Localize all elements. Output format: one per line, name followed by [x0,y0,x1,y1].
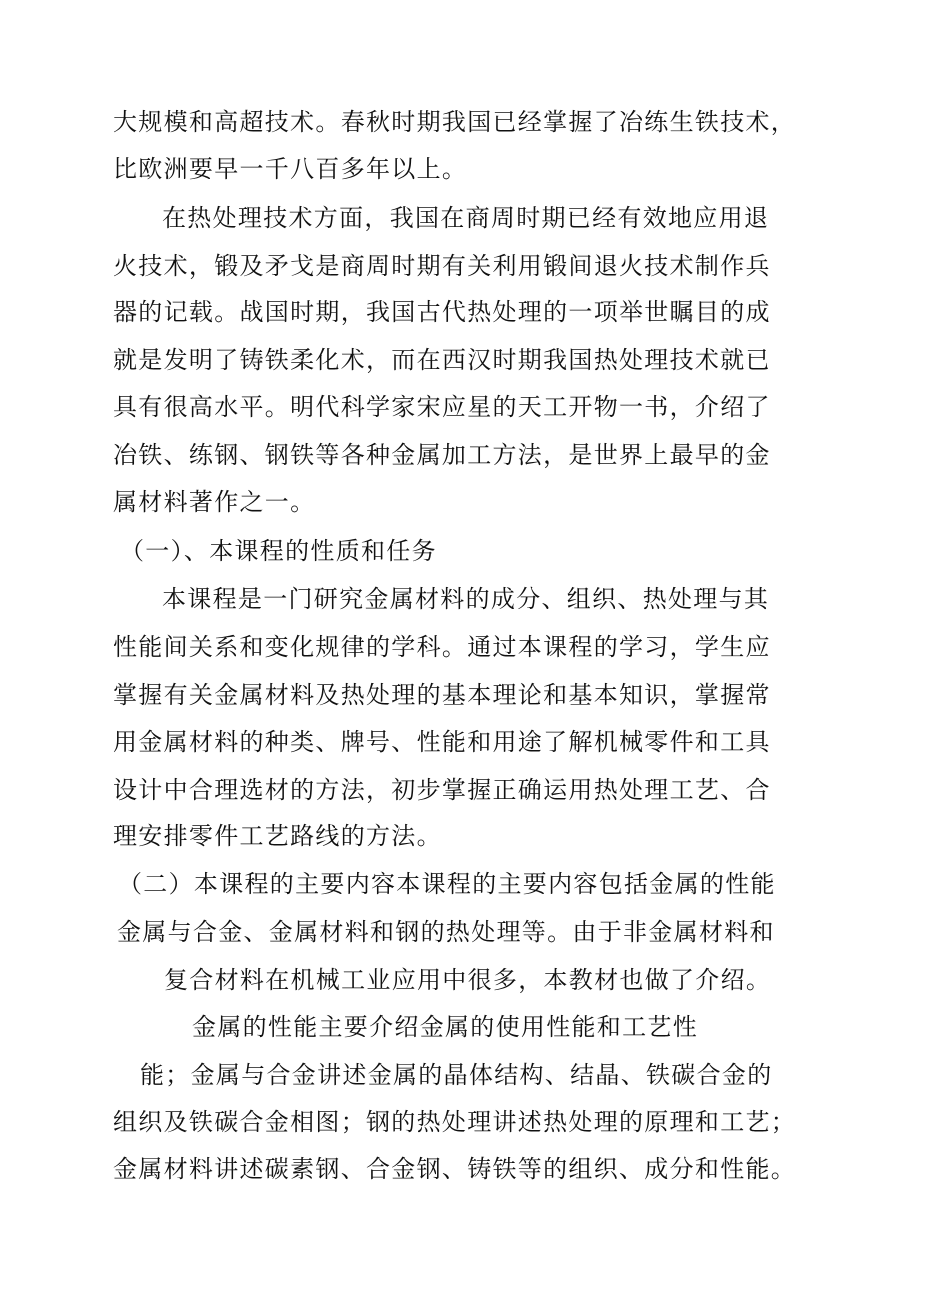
text-line: 冶铁、练钢、钢铁等各种金属加工方法，是世界上最早的金 [113,441,771,469]
text-line: 在热处理技术方面，我国在商周时期已经有效地应用退 [162,204,770,232]
text-line: 理安排零件工艺路线的方法。 [113,822,442,850]
text-line: 用金属材料的种类、牌号、性能和用途了解机械零件和工具 [113,728,771,756]
text-line: 性能间关系和变化规律的学科。通过本课程的学习，学生应 [113,633,771,661]
text-line: 具有很高水平。明代科学家宋应星的天工开物一书，介绍了 [113,393,771,421]
text-line: 掌握有关金属材料及热处理的基本理论和基本知识，掌握常 [113,681,771,709]
text-line: 比欧洲要早一千八百多年以上。 [113,155,468,183]
text-line: 器的记载。战国时期，我国古代热处理的一项举世瞩目的成 [113,298,771,326]
text-line: 大规模和高超技术。春秋时期我国已经掌握了冶练生铁技术， [113,108,797,136]
text-line: 金属的性能主要介绍金属的使用性能和工艺性 [192,1013,698,1041]
text-line: 金属与合金、金属材料和钢的热处理等。由于非金属材料和 [117,918,775,946]
text-line: 属材料著作之一。 [113,488,316,516]
text-line: 就是发明了铸铁柔化术，而在西汉时期我国热处理技术就已 [113,346,771,374]
text-line: 本课程是一门研究金属材料的成分、组织、热处理与其 [162,585,770,613]
text-line: 复合材料在机械工业应用中很多，本教材也做了介绍。 [164,966,772,994]
text-line: 能；金属与合金讲述金属的晶体结构、结晶、铁碳合金的 [140,1061,773,1089]
text-line: 金属材料讲述碳素钢、合金钢、铸铁等的组织、成分和性能。 [113,1155,797,1183]
section-heading: （一）、本课程的性质和任务 [120,537,437,565]
text-line: 组织及铁碳合金相图；钢的热处理讲述热处理的原理和工艺； [113,1108,797,1136]
text-line: 设计中合理选材的方法，初步掌握正确运用热处理工艺、合 [113,776,771,804]
text-line: 火技术，锻及矛戈是商周时期有关利用锻间退火技术制作兵 [113,252,771,280]
section-heading: （二）本课程的主要内容本课程的主要内容包括金属的性能 [118,870,776,898]
